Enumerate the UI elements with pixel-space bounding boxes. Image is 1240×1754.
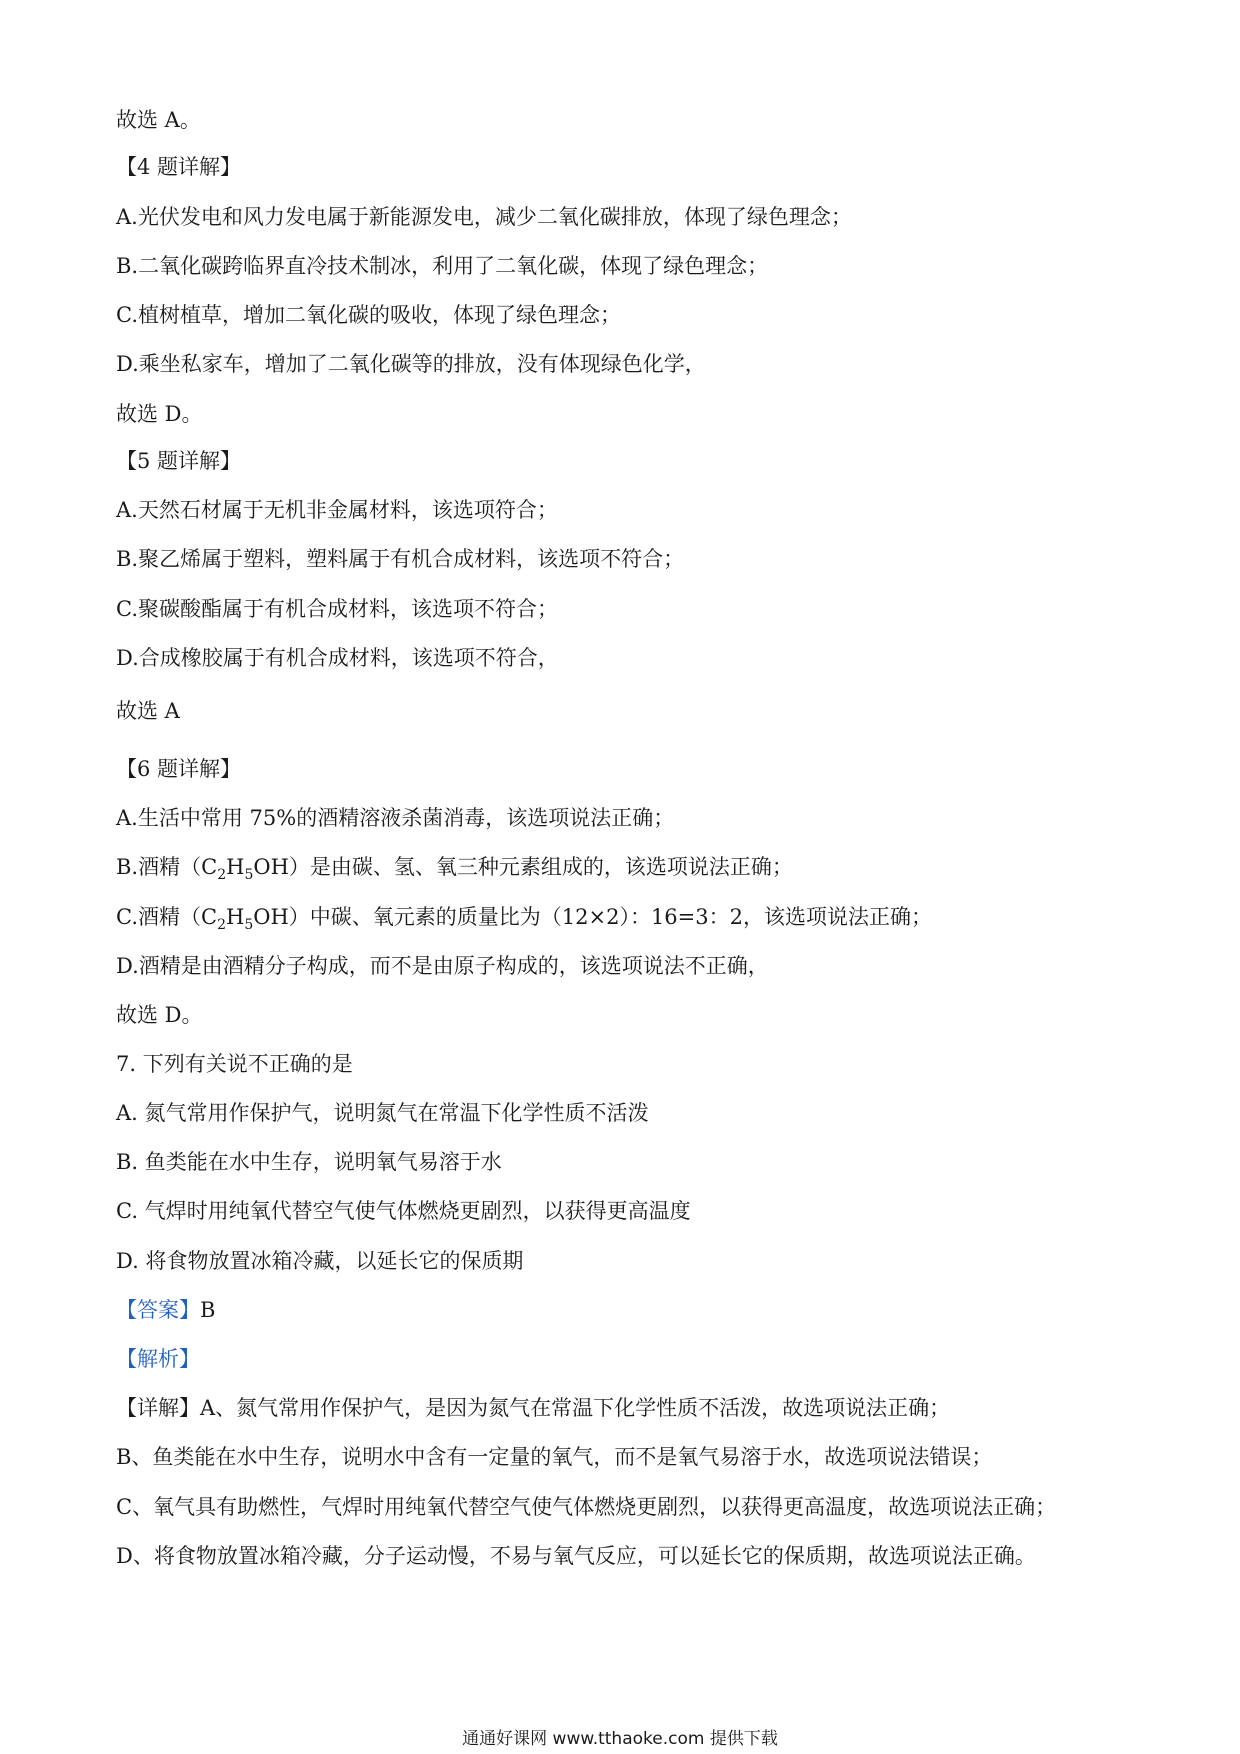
q7-question: 7. 下列有关说不正确的是	[116, 1052, 353, 1076]
answer-label: 【答案】	[116, 1298, 200, 1322]
q4-conclusion: 故选 D。	[116, 402, 203, 426]
q5-line-c: C.聚碳酸酯属于有机合成材料，该选项不符合；	[116, 597, 558, 621]
page-footer: 通通好课网 www.tthaoke.com 提供下载	[462, 1729, 778, 1749]
q7-option-a: A. 氮气常用作保护气，说明氮气在常温下化学性质不活泼	[116, 1101, 649, 1125]
q4-line-b: B.二氧化碳跨临界直冷技术制冰，利用了二氧化碳，体现了绿色理念；	[116, 254, 769, 278]
q6-line-b-mid: H	[226, 855, 245, 879]
q6-heading: 【6 题详解】	[116, 757, 242, 781]
q6-line-b-sub2: 5	[244, 867, 254, 884]
q6-line-c-prefix: C.酒精（C	[116, 905, 218, 929]
q6-conclusion: 故选 D。	[116, 1003, 203, 1027]
q6-line-c-sub2: 5	[244, 917, 254, 934]
q6-line-d: D.酒精是由酒精分子构成，而不是由原子构成的，该选项说法不正确，	[116, 954, 769, 978]
q6-line-b	[116, 853, 793, 884]
q6-line-b-sub1: 2	[217, 867, 227, 884]
q7-option-b: B. 鱼类能在水中生存，说明氧气易溶于水	[116, 1150, 502, 1174]
q3-conclusion: 故选 A。	[116, 108, 201, 132]
q5-conclusion: 故选 A	[116, 699, 180, 723]
q5-line-b: B.聚乙烯属于塑料，塑料属于有机合成材料，该选项不符合；	[116, 547, 685, 571]
q6-line-b-prefix: B.酒精（C	[116, 855, 218, 879]
q6-line-c	[116, 903, 932, 934]
q7-answer	[116, 1296, 215, 1324]
q4-line-d: D.乘坐私家车，增加了二氧化碳等的排放，没有体现绿色化学，	[116, 352, 706, 376]
q4-line-a: A.光伏发电和风力发电属于新能源发电，减少二氧化碳排放，体现了绿色理念；	[116, 205, 852, 229]
q4-line-c: C.植树植草，增加二氧化碳的吸收，体现了绿色理念；	[116, 303, 621, 327]
q5-line-a: A.天然石材属于无机非金属材料，该选项符合；	[116, 498, 558, 522]
q6-line-c-sub1: 2	[217, 917, 226, 934]
q7-detail-a: 【详解】A、氮气常用作保护气，是因为氮气在常温下化学性质不活泼，故选项说法正确；	[116, 1396, 951, 1420]
q7-detail-d: D、将食物放置冰箱冷藏，分子运动慢，不易与氧气反应，可以延长它的保质期，故选项说法正确。	[116, 1544, 1036, 1568]
q6-line-c-mid: H	[225, 905, 245, 929]
q5-line-d: D.合成橡胶属于有机合成材料，该选项不符合，	[116, 646, 559, 670]
answer-value: B	[200, 1298, 216, 1322]
q7-option-d: D. 将食物放置冰箱冷藏，以延长它的保质期	[116, 1249, 524, 1273]
q4-heading: 【4 题详解】	[116, 155, 242, 179]
q7-detail-b: B、鱼类能在水中生存，说明水中含有一定量的氧气，而不是氧气易溶于水，故选项说法错误；	[116, 1445, 993, 1469]
q6-line-c-suffix: OH）中碳、氧元素的质量比为（12×2）：16=3：2，该选项说法正确；	[253, 905, 932, 929]
q6-line-b-suffix: OH）是由碳、氢、氧三种元素组成的，该选项说法正确；	[253, 855, 793, 879]
q6-line-a: A.生活中常用 75%的酒精溶液杀菌消毒，该选项说法正确；	[116, 806, 675, 830]
q5-heading: 【5 题详解】	[116, 449, 242, 473]
analysis-label: 【解析】	[116, 1347, 200, 1371]
q7-detail-c: C、氧气具有助燃性，气焊时用纯氧代替空气使气体燃烧更剧烈，以获得更高温度，故选项说法正确；	[116, 1495, 1057, 1519]
q7-option-c: C. 气焊时用纯氧代替空气使气体燃烧更剧烈，以获得更高温度	[116, 1199, 691, 1223]
